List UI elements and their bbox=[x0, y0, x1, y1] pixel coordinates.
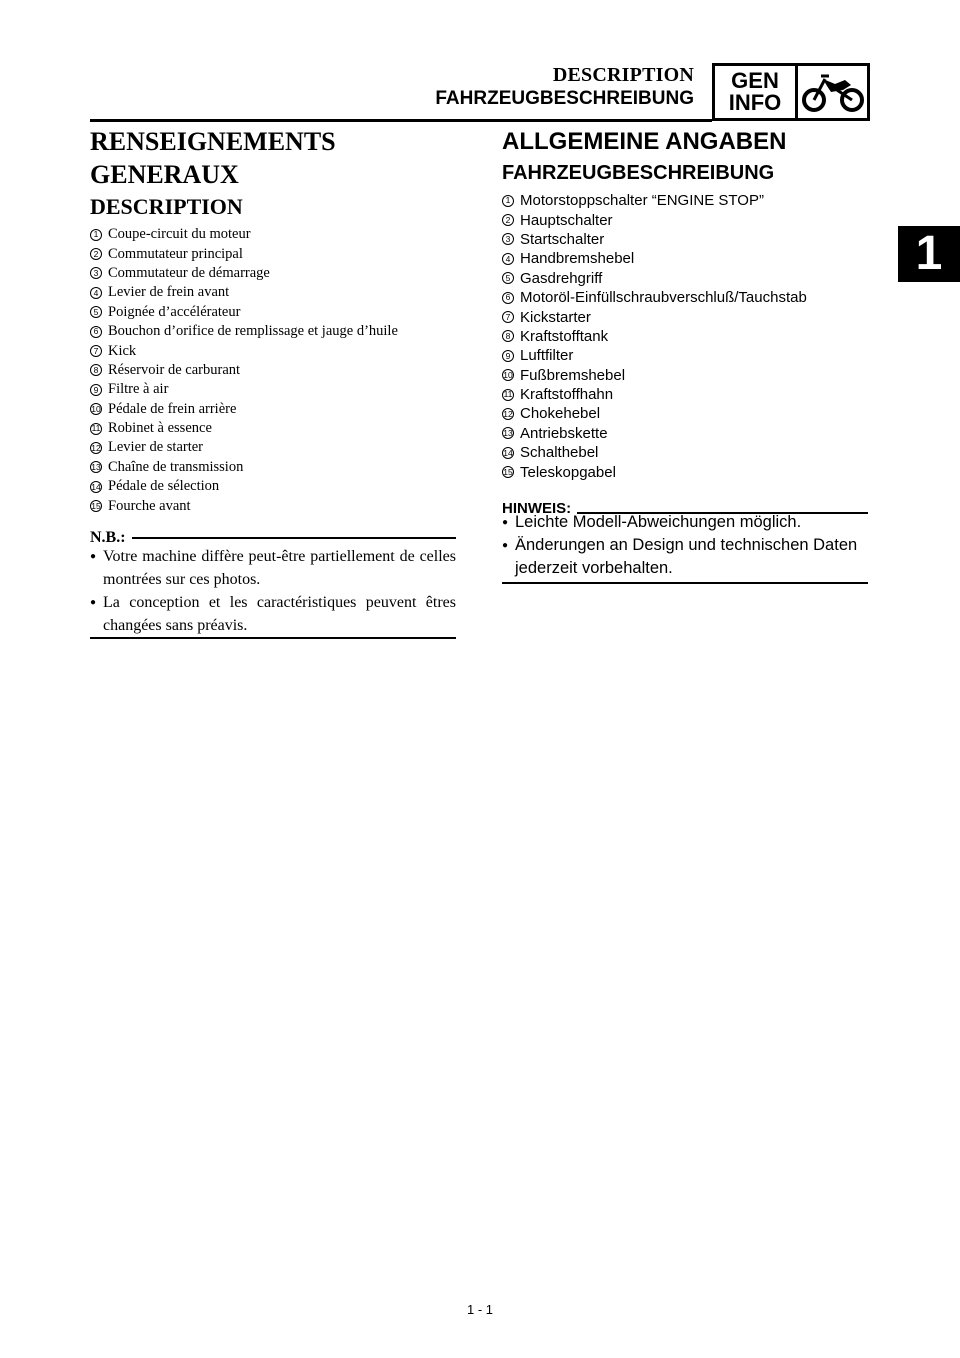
list-item bbox=[502, 366, 807, 385]
item-number: 4 bbox=[90, 287, 102, 299]
item-text: Commutateur de démarrage bbox=[108, 264, 270, 281]
item-number: 10 bbox=[503, 369, 513, 380]
item-number: 15 bbox=[91, 500, 101, 511]
item-text: Antriebskette bbox=[520, 424, 608, 442]
fr-parts-list bbox=[90, 225, 398, 516]
fr-heading-line-2: GENERAUX bbox=[90, 160, 239, 189]
item-text: Pédale de frein arrière bbox=[108, 400, 237, 417]
item-text: Chokehebel bbox=[520, 405, 601, 423]
de-note-bullet: ● Leichte Modell-Abweichungen möglich. bbox=[502, 511, 868, 534]
de-parts-list bbox=[502, 191, 807, 482]
item-number: 2 bbox=[90, 248, 102, 260]
item-number: 8 bbox=[502, 330, 514, 342]
fr-note-label: N.B.: bbox=[90, 529, 132, 547]
item-text: Chaîne de transmission bbox=[108, 458, 244, 475]
item-text: Commutateur principal bbox=[108, 245, 243, 262]
list-item bbox=[90, 361, 398, 380]
list-item bbox=[90, 477, 398, 496]
item-number: 3 bbox=[502, 233, 514, 245]
item-text: Levier de starter bbox=[108, 439, 204, 456]
list-item bbox=[502, 269, 807, 288]
badge-line-2: INFO bbox=[728, 90, 782, 115]
item-number: 7 bbox=[90, 345, 102, 357]
item-number: 11 bbox=[91, 423, 101, 434]
list-item bbox=[90, 244, 398, 263]
item-text: Motorstoppschalter “ENGINE STOP” bbox=[520, 192, 764, 210]
item-text: Pédale de sélection bbox=[108, 478, 220, 495]
item-number: 12 bbox=[503, 408, 513, 419]
item-number: 15 bbox=[503, 466, 513, 477]
list-item bbox=[502, 230, 807, 249]
list-item bbox=[90, 496, 398, 515]
item-number: 5 bbox=[90, 306, 102, 318]
list-item bbox=[90, 264, 398, 283]
item-number: 13 bbox=[91, 462, 101, 473]
list-item bbox=[502, 249, 807, 268]
de-note-bullet: ● Änderungen an Design und technischen Daten jederzeit vorbehalten. bbox=[502, 534, 868, 580]
item-number: 14 bbox=[91, 481, 101, 492]
header-rule bbox=[90, 119, 712, 122]
de-heading: ALLGEMEINE ANGABEN bbox=[502, 128, 787, 155]
item-text: Fußbremshebel bbox=[520, 366, 626, 384]
item-number: 14 bbox=[503, 447, 513, 458]
list-item bbox=[502, 443, 807, 462]
item-number: 1 bbox=[90, 229, 102, 241]
item-number: 2 bbox=[502, 214, 514, 226]
item-number: 11 bbox=[503, 389, 513, 400]
list-item bbox=[90, 438, 398, 457]
page-number: 1 - 1 bbox=[466, 1302, 493, 1317]
de-note-label: HINWEIS: bbox=[502, 500, 577, 517]
item-number: 9 bbox=[90, 384, 102, 396]
list-item bbox=[90, 380, 398, 399]
item-text: Hauptschalter bbox=[520, 211, 613, 229]
item-text: Kraftstofftank bbox=[520, 327, 609, 345]
chapter-tab: 1 bbox=[898, 226, 960, 282]
item-text: Motoröl-Einfüllschraubverschluß/Tauchstab bbox=[520, 289, 807, 307]
section-badge bbox=[712, 63, 870, 121]
item-text: Kick bbox=[108, 342, 137, 359]
fr-note-bullet: ● La conception et les caractéristiques peuvent êtres changées sans préavis. bbox=[90, 591, 456, 637]
item-text: Coupe-circuit du moteur bbox=[108, 226, 251, 243]
item-number: 6 bbox=[502, 292, 514, 304]
badge-line-1: GEN bbox=[731, 68, 779, 93]
list-item bbox=[90, 283, 398, 302]
list-item bbox=[502, 424, 807, 443]
list-item bbox=[90, 341, 398, 360]
item-number: 7 bbox=[502, 311, 514, 323]
item-text: Poignée d’accélérateur bbox=[108, 303, 241, 320]
list-item bbox=[502, 210, 807, 229]
item-text: Handbremshebel bbox=[520, 250, 635, 268]
de-subheading: FAHRZEUGBESCHREIBUNG bbox=[502, 162, 775, 184]
list-item bbox=[90, 303, 398, 322]
item-text: Startschalter bbox=[520, 230, 605, 248]
item-text: Robinet à essence bbox=[108, 420, 212, 437]
de-note-rule-bottom bbox=[502, 582, 868, 584]
item-text: Réservoir de carburant bbox=[108, 361, 241, 378]
header-title-de: FAHRZEUGBESCHREIBUNG bbox=[435, 88, 694, 109]
item-number: 8 bbox=[90, 364, 102, 376]
item-text: Filtre à air bbox=[108, 381, 169, 398]
header-title-fr: DESCRIPTION bbox=[552, 64, 694, 86]
item-text: Kickstarter bbox=[520, 308, 591, 326]
item-text: Kraftstoffhahn bbox=[520, 386, 614, 404]
item-number: 5 bbox=[502, 272, 514, 284]
item-number: 12 bbox=[91, 442, 101, 453]
de-note-body bbox=[502, 511, 868, 580]
item-number: 4 bbox=[502, 253, 514, 265]
item-number: 1 bbox=[502, 195, 514, 207]
fr-note-body bbox=[90, 545, 456, 637]
list-item bbox=[502, 346, 807, 365]
list-item bbox=[90, 419, 398, 438]
badge-label bbox=[715, 66, 798, 118]
list-item bbox=[90, 322, 398, 341]
list-item bbox=[502, 307, 807, 326]
list-item bbox=[502, 191, 807, 210]
list-item bbox=[90, 225, 398, 244]
item-text: Levier de frein avant bbox=[108, 284, 230, 301]
item-text: Fourche avant bbox=[108, 497, 191, 514]
fr-heading-line-1: RENSEIGNEMENTS bbox=[90, 127, 336, 156]
list-item bbox=[502, 385, 807, 404]
list-item bbox=[502, 462, 807, 481]
list-item bbox=[502, 404, 807, 423]
item-number: 13 bbox=[503, 428, 513, 439]
item-text: Luftfilter bbox=[520, 347, 574, 365]
list-item bbox=[502, 327, 807, 346]
item-text: Teleskopgabel bbox=[520, 463, 616, 481]
item-number: 6 bbox=[90, 326, 102, 338]
motorcycle-icon bbox=[798, 66, 867, 118]
list-item bbox=[502, 288, 807, 307]
fr-note-rule-bottom bbox=[90, 637, 456, 639]
item-number: 10 bbox=[91, 403, 101, 414]
item-text: Gasdrehgriff bbox=[520, 269, 603, 287]
fr-note-rule-top bbox=[132, 537, 456, 539]
item-text: Bouchon d’orifice de remplissage et jauge d’huile bbox=[108, 323, 398, 340]
list-item bbox=[90, 400, 398, 419]
item-number: 9 bbox=[502, 350, 514, 362]
fr-note-bullet: ● Votre machine diffère peut-être partiellement de celles montrées sur ces photos. bbox=[90, 545, 456, 591]
fr-subheading: DESCRIPTION bbox=[90, 194, 243, 219]
item-text: Schalthebel bbox=[520, 444, 599, 462]
list-item bbox=[90, 458, 398, 477]
item-number: 3 bbox=[90, 267, 102, 279]
